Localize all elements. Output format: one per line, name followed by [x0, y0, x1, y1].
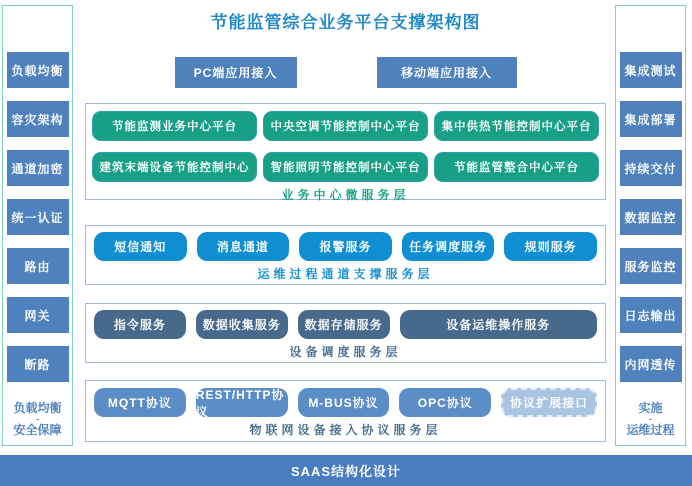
sidebar-item-routing: 路由: [7, 248, 69, 284]
left-caption-dash: -: [35, 414, 39, 425]
right-ops-column: [615, 5, 686, 446]
sidebar-item-disaster-recovery: 容灾架构: [7, 101, 69, 137]
sidebar-item-continuous-delivery: 持续交付: [620, 150, 682, 186]
protocol-pill-mbus: M-BUS协议: [298, 388, 390, 417]
service-pill-alarm: 报警服务: [299, 232, 392, 261]
iot-protocol-row: [94, 388, 597, 417]
platform-pill-supervision-integration: 节能监管整合中心平台: [434, 152, 599, 182]
platform-pill-central-ac: 中央空调节能控制中心平台: [263, 111, 428, 141]
sidebar-item-circuit-breaker: 断路: [7, 346, 69, 382]
device-scheduling-row: [94, 310, 597, 339]
service-pill-sms-notify: 短信通知: [94, 232, 187, 261]
platform-pill-smart-lighting: 智能照明节能控制中心平台: [263, 152, 428, 182]
channel-support-row: [94, 232, 597, 261]
service-pill-task-scheduling: 任务调度服务: [402, 232, 495, 261]
left-caption-line1: 负载均衡: [13, 400, 62, 415]
sidebar-item-load-balancing: 负载均衡: [7, 52, 69, 88]
app-access-row: [85, 57, 606, 88]
platform-pill-building-terminal: 建筑末端设备节能控制中心: [92, 152, 257, 182]
sidebar-item-service-monitoring: 服务监控: [620, 248, 682, 284]
service-pill-data-storage: 数据存储服务: [298, 310, 390, 339]
right-caption-dash: -: [648, 414, 652, 425]
protocol-pill-rest-http: REST/HTTP协议: [196, 388, 288, 417]
protocol-pill-extension: 协议扩展接口: [501, 388, 597, 417]
service-pill-rules: 规则服务: [504, 232, 597, 261]
layer-iot-protocol: [85, 380, 606, 442]
left-column-caption: [13, 401, 61, 445]
pc-access-box: PC端应用接入: [175, 57, 297, 88]
left-caption-line2: 安全保障: [13, 423, 62, 438]
sidebar-item-data-monitoring: 数据监控: [620, 199, 682, 235]
business-center-row2: [92, 152, 599, 182]
sidebar-item-intranet-tunnel: 内网透传: [620, 346, 682, 382]
sidebar-item-channel-encryption: 通道加密: [7, 150, 69, 186]
service-pill-message-channel: 消息通道: [197, 232, 290, 261]
sidebar-item-integration-deploy: 集成部署: [620, 101, 682, 137]
service-pill-command: 指令服务: [94, 310, 186, 339]
protocol-pill-mqtt: MQTT协议: [94, 388, 186, 417]
right-caption-line1: 实施: [638, 400, 663, 415]
protocol-pill-opc: OPC协议: [399, 388, 491, 417]
layer-label-iot-protocol: 物联网设备接入协议服务层: [249, 423, 442, 437]
layer-label-device-scheduling: 设备调度服务层: [289, 345, 402, 359]
layer-label-business-center: 业务中心微服务层: [281, 188, 410, 202]
service-pill-data-collection: 数据收集服务: [196, 310, 288, 339]
right-caption-line2: 运维过程: [626, 423, 675, 438]
sidebar-item-unified-auth: 统一认证: [7, 199, 69, 235]
sidebar-item-log-output: 日志输出: [620, 297, 682, 333]
left-security-column: [2, 5, 73, 446]
sidebar-item-gateway: 网关: [7, 297, 69, 333]
right-column-caption: [626, 401, 674, 445]
page-title: 节能监管综合业务平台支撑架构图: [210, 13, 481, 32]
sidebar-item-integration-test: 集成测试: [620, 52, 682, 88]
platform-pill-central-heating: 集中供热节能控制中心平台: [434, 111, 599, 141]
layer-channel-support: [85, 225, 606, 285]
business-center-row1: [92, 111, 599, 141]
service-pill-device-ops: 设备运维操作服务: [400, 310, 597, 339]
mobile-access-box: 移动端应用接入: [377, 57, 517, 88]
layer-label-channel-support: 运维过程通道支撑服务层: [257, 267, 434, 281]
platform-pill-energy-monitoring: 节能监测业务中心平台: [92, 111, 257, 141]
bottom-bar: SAAS结构化设计: [0, 455, 692, 486]
layer-device-scheduling: [85, 303, 606, 363]
layer-business-center: [85, 103, 606, 200]
